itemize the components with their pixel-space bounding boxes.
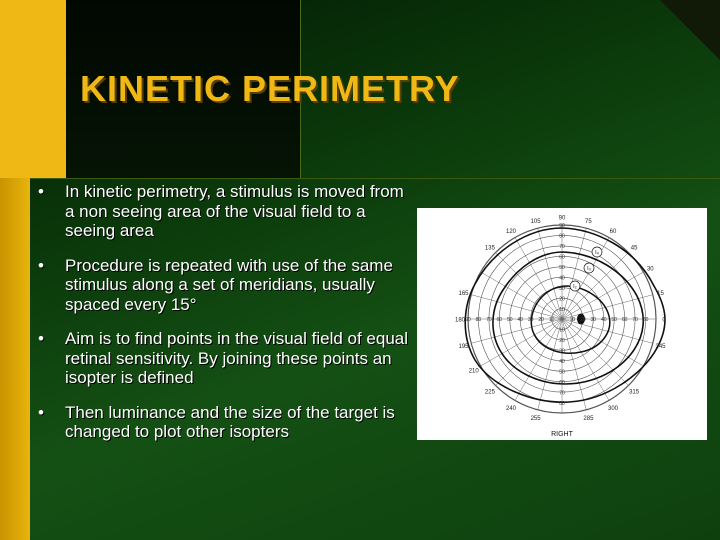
meridian-label: 135 (484, 245, 495, 252)
scale-label-right: 50 (611, 317, 617, 324)
grid-meridian (562, 319, 586, 410)
scale-label-left: 40 (517, 317, 523, 324)
scale-label-up: 30 (559, 285, 565, 292)
isopter-middle (493, 252, 643, 384)
scale-label-left: 90 (465, 317, 471, 324)
meridian-label: 195 (458, 343, 469, 350)
scale-label-up: 80 (559, 233, 565, 240)
scale-label-left: 80 (475, 317, 482, 324)
meridian-label: 285 (583, 416, 594, 422)
meridian-label: 255 (530, 416, 541, 422)
scale-label-up: 90 (559, 223, 565, 230)
bullet-marker: • (38, 402, 44, 422)
scale-label-up: 40 (559, 275, 565, 282)
scale-label-left: 50 (507, 317, 513, 324)
scale-label-down: 60 (559, 379, 565, 386)
bullet-item (38, 403, 413, 442)
scale-label-left: 30 (527, 317, 534, 324)
bullet-text: Procedure is repeated with use of the same stimulus along a set of meridians, usually spaced every 15° (65, 255, 393, 314)
scale-label-right: 80 (642, 317, 649, 324)
meridian-label: 345 (655, 343, 666, 350)
divider-horizontal (30, 178, 720, 179)
scale-label-left: 70 (486, 317, 492, 324)
grid-meridian (562, 319, 629, 386)
grid-meridian (562, 295, 653, 319)
meridian-label: 90 (558, 215, 566, 222)
grid-meridian (538, 228, 562, 319)
bullet-text: In kinetic perimetry, a stimulus is moved from a non seeing area of the visual field to a seeing area (65, 182, 404, 240)
scale-label-down: 10 (559, 327, 565, 334)
bullet-marker: • (38, 255, 44, 275)
scale-label-left: 10 (548, 317, 555, 324)
scale-label-down: 80 (559, 400, 565, 407)
bullet-text: Aim is to find points in the visual field of equal retinal sensitivity. By joining these points an isopter is defined (65, 329, 409, 387)
scale-label-up: 60 (559, 254, 565, 261)
scale-label-left: 60 (496, 317, 503, 324)
scale-label-down: 20 (559, 338, 565, 345)
bullet-item (38, 182, 413, 241)
meridian-label: 45 (630, 245, 638, 252)
grid-meridian (562, 228, 586, 319)
scale-label-down: 40 (559, 359, 565, 365)
meridian-label: 60 (609, 229, 617, 236)
bullet-item (38, 256, 413, 315)
scale-label-right: 20 (580, 317, 586, 324)
meridian-label: 105 (530, 219, 541, 225)
scale-label-up: 50 (559, 265, 565, 271)
meridian-label: 165 (458, 291, 469, 298)
scale-label-right: 40 (601, 317, 607, 324)
slide-title: KINETIC PERIMETRY (80, 68, 460, 109)
meridian-label: 225 (484, 389, 495, 396)
scale-label-down: 30 (559, 348, 565, 355)
isopter-tag-label: I₃ (587, 266, 591, 272)
scale-label-right: 30 (590, 317, 597, 324)
corner-decoration (660, 0, 720, 60)
visual-field-chart (417, 208, 707, 440)
perimetry-chart-svg (417, 208, 707, 440)
scale-label-down: 50 (559, 369, 565, 376)
bullet-list (38, 182, 413, 457)
meridian-label: 180 (454, 317, 466, 324)
bullet-marker: • (38, 329, 44, 348)
bullet-marker: • (38, 182, 44, 201)
eye-label: RIGHT (551, 431, 573, 438)
isopter-tag-label: I₄ (595, 250, 599, 256)
isopter-tag-label: I₂ (573, 284, 577, 290)
meridian-label: 240 (505, 405, 517, 412)
meridian-label: 315 (629, 389, 640, 396)
meridian-label: 30 (646, 266, 654, 273)
gold-top-block (0, 0, 66, 178)
scale-label-right: 10 (569, 317, 576, 324)
meridian-label: 300 (607, 405, 619, 412)
meridian-label: 15 (657, 291, 664, 298)
scale-label-up: 70 (559, 244, 565, 251)
scale-label-left: 20 (538, 317, 544, 324)
grid-meridian (471, 295, 562, 319)
meridian-label: 75 (585, 219, 592, 225)
scale-label-right: 70 (632, 317, 638, 324)
meridian-label: 120 (505, 229, 517, 236)
bullet-text: Then luminance and the size of the target is changed to plot other isopters (65, 402, 395, 441)
meridian-label: 0 (662, 317, 666, 324)
scale-label-up: 10 (559, 306, 565, 313)
scale-label-down: 70 (559, 390, 565, 397)
meridian-label: 210 (468, 368, 479, 375)
scale-label-right: 60 (621, 317, 628, 324)
scale-label-up: 20 (559, 296, 565, 303)
bullet-item (38, 329, 413, 388)
